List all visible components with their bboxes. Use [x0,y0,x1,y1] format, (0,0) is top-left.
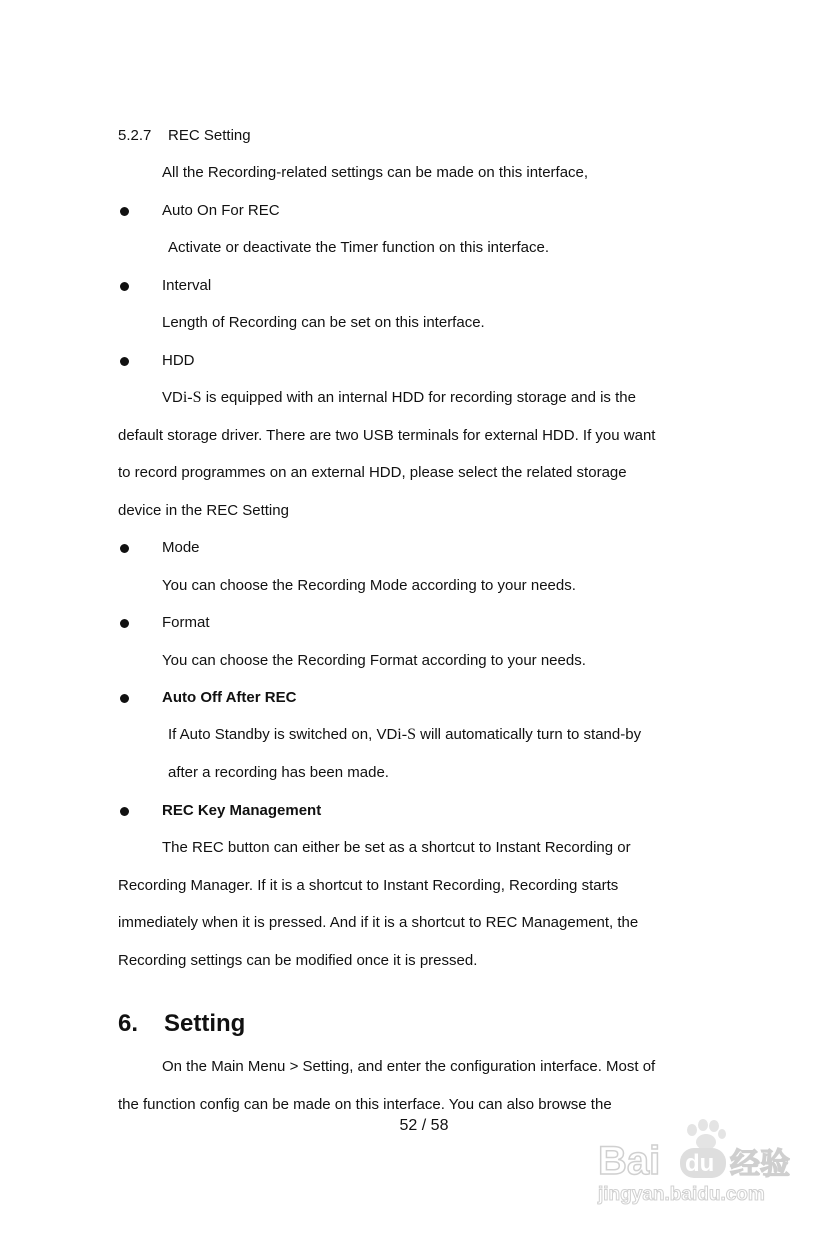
chapter-title: Setting [164,1010,246,1037]
brand-name-s: -S [187,389,202,406]
bullet-icon [120,807,129,816]
description-text: will automatically turn to stand-by [415,726,642,743]
brand-name-s: -S [401,726,416,743]
chapter-paragraph-line: the function config can be made on this interface. You can also browse the [118,1096,612,1113]
brand-name-prefix: VD [162,389,183,406]
item-description-line: device in the REC Setting [118,502,289,519]
section-number: 5.2.7 [118,127,152,144]
page-number: 52 / 58 [399,1117,449,1134]
description-text: If Auto Standby is switched on, VD [168,726,398,743]
section-title: REC Setting [168,127,251,144]
section-heading [118,127,251,145]
chapter-paragraph-line: On the Main Menu > Setting, and enter the configuration interface. Most of [162,1058,656,1075]
item-description-line: The REC button can either be set as a shortcut to Instant Recording or [162,839,631,856]
bullet-icon [120,282,129,291]
chapter-number: 6. [118,1010,139,1037]
item-description-line: default storage driver. There are two USB terminals for external HDD. If you want [118,427,656,444]
item-description-line: to record programmes on an external HDD, please select the related storage [118,464,627,481]
item-description: You can choose the Recording Format according to your needs. [162,652,586,669]
bullet-icon [120,357,129,366]
watermark-url: jingyan.baidu.com [598,1184,765,1205]
item-title: Interval [162,277,212,294]
item-description-line: Recording settings can be modified once it is pressed. [118,952,478,969]
item-description [168,726,641,744]
bullet-icon [120,207,129,216]
bullet-icon [120,694,129,703]
brand-name-i: i [182,389,188,406]
watermark-brand: Bai [598,1139,661,1183]
item-title: Auto On For REC [162,202,280,219]
item-description: Activate or deactivate the Timer function on this interface. [168,239,550,256]
item-description-line: immediately when it is pressed. And if it is a shortcut to REC Management, the [118,914,639,931]
watermark-brand-cn: 经验 [730,1147,790,1182]
item-description-line: after a recording has been made. [168,764,389,781]
section-intro: All the Recording-related settings can be made on this interface, [162,164,589,181]
item-title: Mode [162,539,200,556]
paw-icon [687,1119,726,1150]
description-text: is equipped with an internal HDD for recording storage and is the [201,389,636,406]
bullet-icon [120,619,129,628]
item-description-line: Recording Manager. If it is a shortcut to Instant Recording, Recording starts [118,877,619,894]
item-description: Length of Recording can be set on this interface. [162,314,485,331]
item-title: REC Key Management [162,802,322,819]
item-description [162,389,636,407]
item-title: HDD [162,352,195,369]
bullet-icon [120,544,129,553]
watermark-brand-mid: du [685,1150,715,1177]
item-title: Format [162,614,210,631]
chapter-heading [118,1010,245,1038]
item-description: You can choose the Recording Mode according to your needs. [162,577,576,594]
baidu-jingyan-watermark [596,1112,796,1212]
item-title: Auto Off After REC [162,689,297,706]
brand-name-i: i [397,726,402,743]
